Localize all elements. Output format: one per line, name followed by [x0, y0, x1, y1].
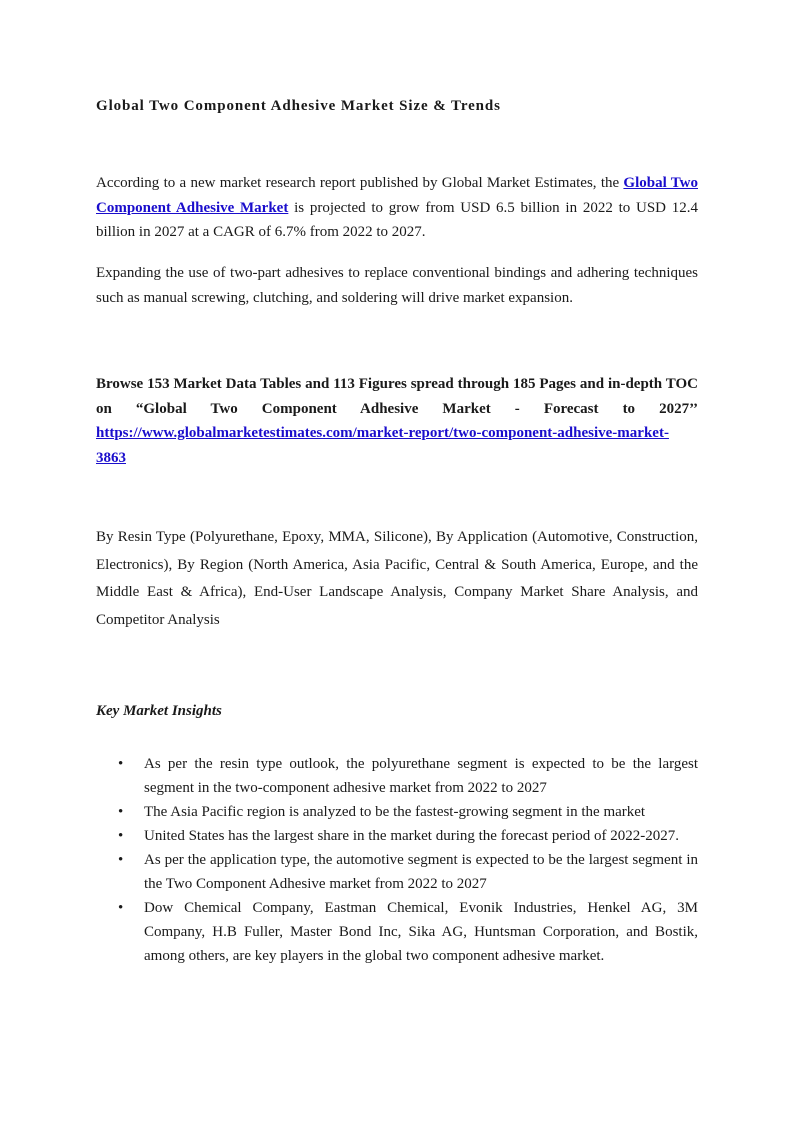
market-report-link[interactable]: Global Two Component Adhesive Market — [96, 175, 698, 216]
list-item-text: The Asia Pacific region is analyzed to be the fastest-growing segment in the market — [144, 804, 646, 820]
intro-paragraph — [96, 171, 698, 245]
bullet-icon: • — [118, 804, 124, 820]
bullet-icon: • — [118, 756, 124, 772]
intro-text-start: According to a new market research report published by Global Market Estimates, the — [96, 175, 624, 191]
browse-text: Browse 153 Market Data Tables and 113 Figures spread through 185 Pages and in-depth TOC on “Global Two Component Adhesive Market - Forecast to 2027’’ — [96, 376, 698, 417]
list-item — [96, 896, 698, 968]
bullet-icon: • — [118, 852, 124, 868]
report-url-link[interactable]: https://www.globalmarketestimates.com/market-report/two-component-adhesive-market-3863 — [96, 425, 669, 466]
bullet-icon: • — [118, 828, 124, 844]
list-item — [96, 824, 698, 848]
insights-list — [96, 752, 698, 968]
key-insights-heading: Key Market Insights — [96, 703, 222, 719]
list-item-text: Dow Chemical Company, Eastman Chemical, Evonik Industries, Henkel AG, 3M Company, H.B Fuller, Master Bond Inc, Sika AG, Huntsman Corporation, and Bostik, among others, are key players in the global two component adhesive market. — [144, 900, 698, 964]
browse-paragraph — [96, 372, 698, 470]
document-title: Global Two Component Adhesive Market Size & Trends — [96, 98, 501, 114]
expansion-paragraph: Expanding the use of two-part adhesives to replace conventional bindings and adhering techniques such as manual screwing, clutching, and soldering will drive market expansion. — [96, 265, 698, 306]
list-item — [96, 848, 698, 896]
list-item — [96, 752, 698, 800]
bullet-icon: • — [118, 900, 124, 916]
list-item-text: United States has the largest share in the market during the forecast period of 2022-2027. — [144, 828, 679, 844]
list-item — [96, 800, 698, 824]
list-item-text: As per the application type, the automotive segment is expected to be the largest segment in the Two Component Adhesive market from 2022 to 2027 — [144, 852, 698, 892]
intro-text-end: is projected to grow from USD 6.5 billion in 2022 to USD 12.4 billion in 2027 at a CAGR of 6.7% from 2022 to 2027. — [96, 199, 699, 240]
list-item-text: As per the resin type outlook, the polyurethane segment is expected to be the largest segment in the two-component adhesive market from 2022 to 2027 — [144, 756, 698, 796]
segments-paragraph: By Resin Type (Polyurethane, Epoxy, MMA, Silicone), By Application (Automotive, Construction, Electronics), By Region (North America, Asia Pacific, Central & South America, Europe, and the Middle East & Africa), End-User Landscape Analysis, Company Market Share Analysis, and Competitor Analysis — [96, 529, 698, 628]
